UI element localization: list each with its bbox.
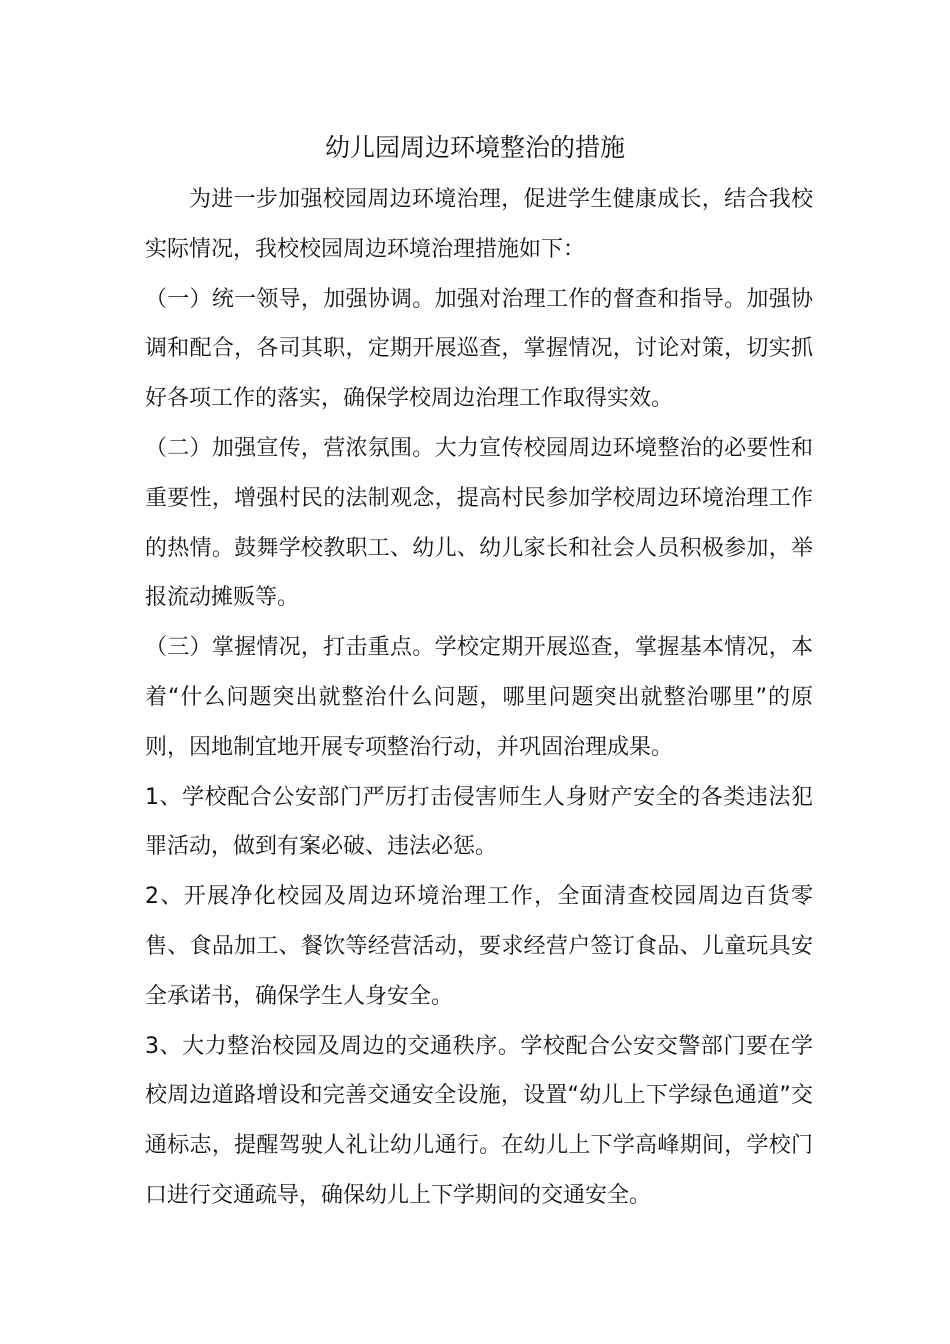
intro-paragraph: 为进一步加强校园周边环境治理，促进学生健康成长，结合我校实际情况，我校校园周边环境治理措施如下： (145, 187, 813, 262)
item-one-paragraph: 1、学校配合公安部门严厉打击侵害师生人身财产安全的各类违法犯罪活动，做到有案必破、违法必惩。 (145, 784, 813, 860)
item-three-paragraph: 3、大力整治校园及周边的交通秩序。学校配合公安交警部门要在学校周边道路增设和完善交通安全设施，设置“幼儿上下学绿色通道”交通标志，提醒驾驶人礼让幼儿通行。在幼儿上下学高峰期间，学校门口进行交通疏导，确保幼儿上下学期间的交通安全。 (145, 1033, 813, 1208)
item-two-paragraph: 2、开展净化校园及周边环境治理工作，全面清查校园周边百货零售、食品加工、餐饮等经营活动，要求经营户签订食品、儿童玩具安全承诺书，确保学生人身安全。 (145, 884, 813, 1009)
section-two-paragraph: （二）加强宣传，营浓氛围。大力宣传校园周边环境整治的必要性和重要性，增强村民的法制观念，提高村民参加学校周边环境治理工作的热情。鼓舞学校教职工、幼儿、幼儿家长和社会人员积极参加，举报流动摊贩等。 (145, 435, 813, 611)
section-three-paragraph: （三）掌握情况，打击重点。学校定期开展巡查，掌握基本情况，本着“什么问题突出就整治什么问题，哪里问题突出就整治哪里”的原则，因地制宜地开展专项整治行动，并巩固治理成果。 (145, 635, 813, 760)
section-one-paragraph: （一）统一领导，加强协调。加强对治理工作的督查和指导。加强协调和配合，各司其职，定期开展巡查，掌握情况，讨论对策，切实抓好各项工作的落实，确保学校周边治理工作取得实效。 (145, 286, 813, 412)
document-body (145, 175, 813, 1221)
document-title: 幼儿园周边环境整治的措施 (324, 133, 625, 162)
